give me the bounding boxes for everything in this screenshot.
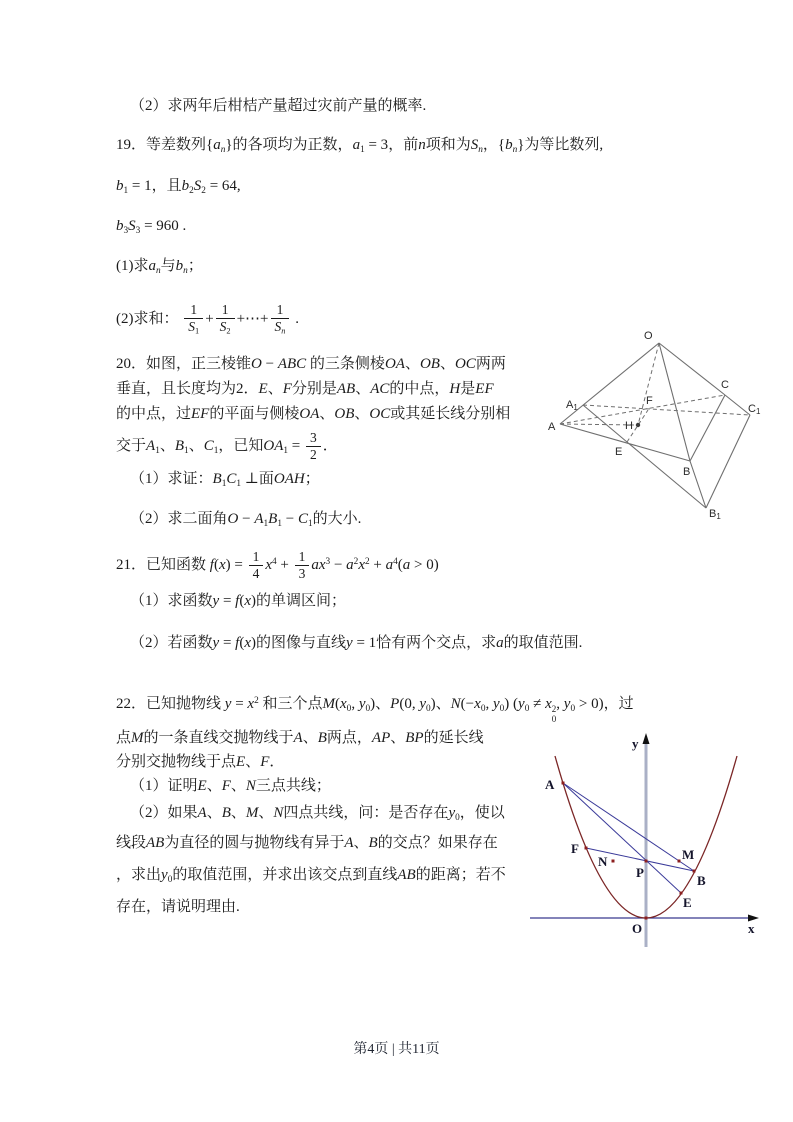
label-E: E: [683, 895, 692, 910]
p18-part2-line: （2）求两年后柑桔产量超过灾前产量的概率.: [130, 98, 427, 114]
p20-line4: 交于A1、B1、C1，已知OA1 = $\frac{3}{2}$ ．: [116, 430, 338, 463]
p19-intro-line: 19．等差数列{an}的各项均为正数，a1 = 3，前n项和为Sn，{bn}为等比数列,: [116, 137, 604, 155]
y-axis-arrow: [643, 733, 650, 744]
label-A1: A1: [566, 399, 578, 412]
chord-A-M-B: [563, 783, 694, 871]
figure-20-tetrahedron: [538, 324, 793, 524]
label-P: P: [636, 865, 644, 880]
p20-part1-line: （1）求证：B1C1 ⊥面OAH；: [130, 471, 320, 489]
p22-part2-line3: ，求出y0的取值范围，并求出该交点到直线AB的距离；若不: [116, 867, 506, 885]
label-B1: B1: [709, 508, 721, 521]
point-B: [693, 870, 696, 873]
label-O: O: [644, 330, 653, 342]
p21-intro-line: 21．已知函数 f(x) = $\frac{1}{4}$ $x^4$ + $\frac{1}{3}$ $ax^3 - a^2x^2 + a^4(a > 0)$: [116, 549, 439, 582]
label-M: M: [682, 847, 695, 862]
label-A: A: [548, 421, 556, 433]
point-M: [678, 860, 681, 863]
p20-line1: 20．如图，正三棱锥O − ABC 的三条侧棱OA、OB、OC两两: [116, 356, 506, 372]
p22-part2-line1: （2）如果A、B、M、N四点共线，问：是否存在y0，使以: [130, 805, 505, 823]
p20-line2: 垂直，且长度均为2．E、F分别是AB、AC的中点，H是EF: [116, 381, 494, 397]
point-O: [645, 917, 648, 920]
p22-part1-line: （1）证明E、F、N三点共线；: [130, 778, 331, 794]
label-x: x: [748, 921, 755, 936]
p19-part2-line: (2)求和： $\frac{1}{S1}$ + $\frac{1}{S2}$ +⋯+ $\frac{1}{Sn}$ .: [116, 302, 299, 336]
label-A: A: [545, 777, 555, 792]
label-N: N: [598, 854, 608, 869]
p19-cond2-line: b3S3 = 960 .: [116, 218, 187, 236]
point-A: [562, 782, 565, 785]
p20-part2-line: （2）求二面角O − A1B1 − C1的大小.: [130, 511, 362, 529]
label-B: B: [683, 466, 691, 478]
point-N: [612, 860, 615, 863]
p22-line2: 点M的一条直线交抛物线于A、B两点，AP、BP的延长线: [116, 730, 484, 746]
label-C1: C1: [748, 403, 761, 416]
label-E: E: [615, 446, 623, 458]
p19-cond1-line: b1 = 1，且b2S2 = 64,: [116, 178, 241, 196]
page-footer: 第4页 | 共11页: [353, 1042, 440, 1057]
p22-line3: 分别交抛物线于点E、F．: [116, 754, 285, 770]
label-C: C: [721, 379, 729, 391]
p22-part2-line2: 线段AB为直径的圆与抛物线有异于A、B的交点？如果存在: [116, 835, 498, 851]
p22-part2-line4: 存在，请说明理由.: [116, 899, 240, 915]
p22-intro-line: 22．已知抛物线 $y = x^2$ 和三个点M(x0, y0)、P(0, y0)、N(−x0, y0) (y0 ≠ x 2 0 , y0 > 0)，过: [116, 696, 634, 724]
label-F: F: [646, 395, 653, 407]
label-B: B: [697, 873, 706, 888]
p21-part1-line: （1）求函数y = f(x)的单调区间；: [130, 593, 347, 609]
point-H-dot: [636, 423, 640, 427]
figure-22-parabola: [515, 725, 793, 953]
label-F: F: [571, 841, 579, 856]
label-O: O: [632, 921, 643, 936]
label-y: y: [632, 736, 639, 751]
p20-line3: 的中点，过EF的平面与侧棱OA、OB、OC或其延长线分别相: [116, 406, 511, 422]
chord-A-P-E: [563, 783, 681, 893]
point-F: [585, 847, 588, 850]
parabola-labels: [545, 736, 755, 936]
p21-part2-line: （2）若函数y = f(x)的图像与直线y = 1恰有两个交点，求a的取值范围.: [130, 635, 583, 651]
p19-part1-line: (1)求an与bn；: [116, 258, 203, 276]
point-P: [645, 860, 648, 863]
parabola-points: [562, 782, 696, 920]
label-H: H: [625, 420, 633, 432]
tetrahedron-solid-edges: [560, 343, 750, 508]
